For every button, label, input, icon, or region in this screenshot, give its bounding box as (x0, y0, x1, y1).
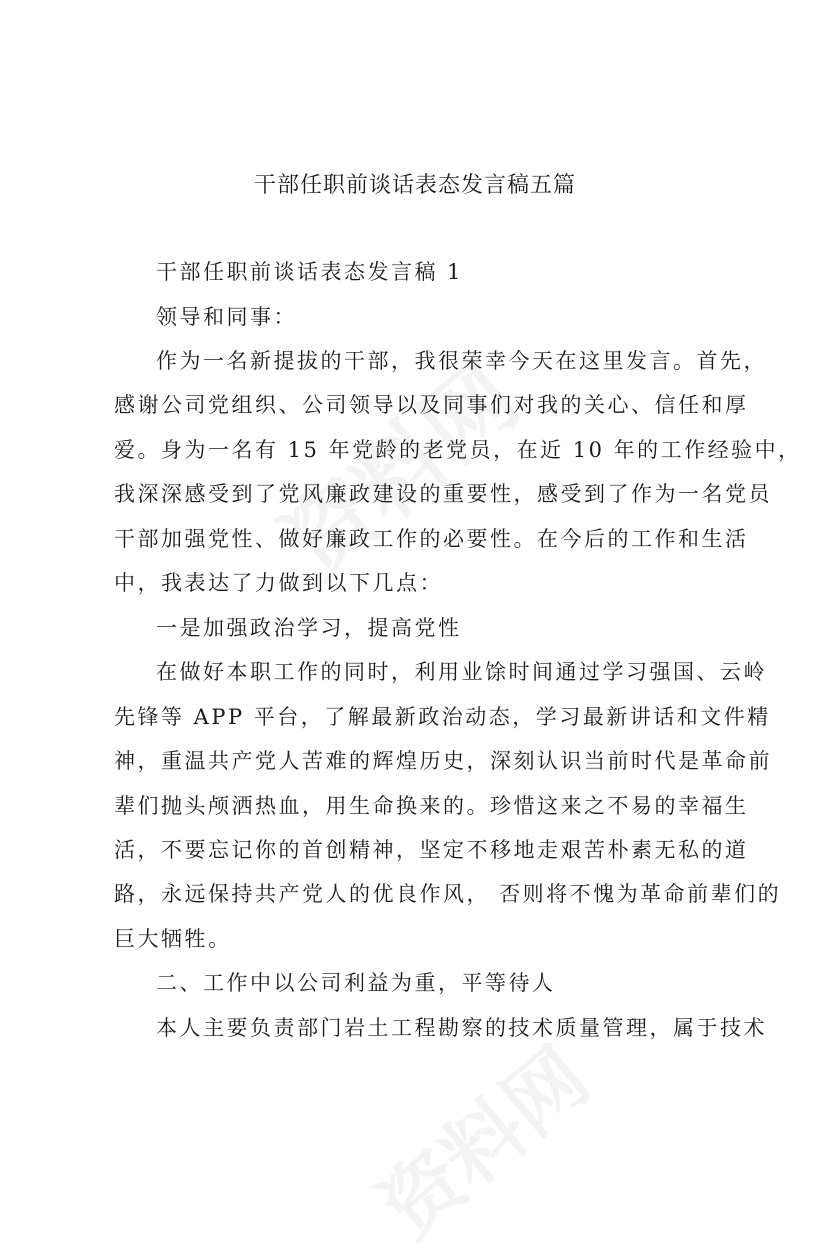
salutation: 领导和同事： (156, 305, 297, 329)
paragraph-line: 巨大牺牲。 (114, 927, 232, 951)
subheading: 一是加强政治学习，提高党性 (156, 616, 462, 640)
paragraph-line: 干部加强党性、做好廉政工作的必要性。在今后的工作和生活 (114, 527, 749, 551)
paragraph-line: 中，我表达了力做到以下几点： (114, 571, 443, 595)
document-title: 干部任职前谈话表态发言稿五篇 (253, 173, 576, 198)
paragraph-line: 本人主要负责部门岩土工程勘察的技术质量管理，属于技术 (156, 1016, 767, 1040)
paragraph-line: 在做好本职工作的同时，利用业馀时间通过学习强国、云岭 (156, 660, 767, 684)
paragraph-line: 辈们抛头颅洒热血，用生命换来的。珍惜这来之不易的幸福生 (114, 794, 749, 818)
watermark (351, 1016, 609, 1258)
section-heading: 干部任职前谈话表态发言稿 1 (156, 260, 464, 284)
paragraph-line: 先锋等 APP 平台，了解最新政治动态，学习最新讲话和文件精 (114, 705, 771, 729)
paragraph-line: 神，重温共产党人苦难的辉煌历史，深刻认识当前时代是革命前 (114, 749, 772, 773)
paragraph-line: 作为一名新提拔的干部，我很荣幸今天在这里发言。首先， (156, 349, 767, 373)
paragraph-line: 爱。身为一名有 15 年党龄的老党员，在近 10 年的工作经验中， (114, 438, 802, 462)
paragraph-line: 感谢公司党组织、公司领导以及同事们对我的关心、信任和厚 (114, 393, 749, 417)
paragraph-line: 活，不要忘记你的首创精神，坚定不移地走艰苦朴素无私的道 (114, 838, 749, 862)
subheading: 二、工作中以公司利益为重，平等待人 (156, 971, 556, 995)
paragraph-line: 我深深感受到了党风廉政建设的重要性，感受到了作为一名党员 (114, 482, 772, 506)
paragraph-line: 路，永远保持共产党人的优良作风， 否则将不愧为革命前辈们的 (114, 882, 782, 906)
